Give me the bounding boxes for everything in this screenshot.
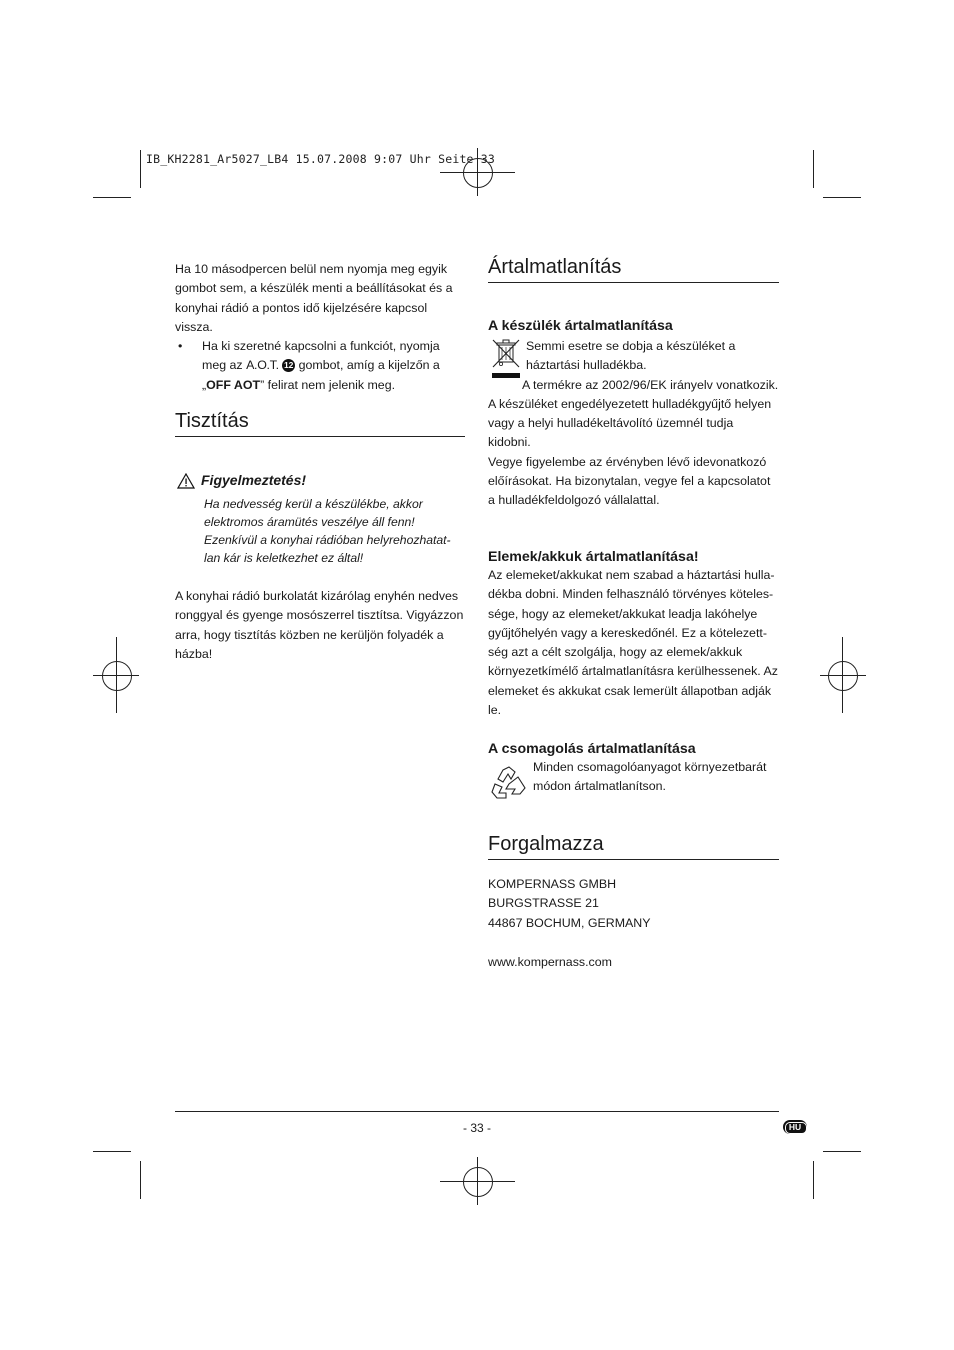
address-line-3: 44867 BOCHUM, GERMANY [488,915,651,930]
device-text-4: Vegye figyelembe az érvényben lévő idevonatkozó előírásokat. Ha bizonytalan, vegye fel a kapcsolatot a hulladékfeldolgozó vállalattal. [488,454,771,508]
warning-block [177,472,467,567]
page-number: - 33 - [462,1121,491,1135]
off-aot-label: OFF AOT [206,377,261,392]
packaging-disposal [488,740,779,797]
distributor-address [488,875,779,972]
intro-paragraph: Ha 10 másodpercen belül nem nyomja meg egyik gombot sem, a készülék menti a beállításokat és a konyhai rádió a pontos idő kijelzésére kapcsol vissza. [175,262,453,334]
website-link[interactable]: www.kompernass.com [488,954,612,969]
aot-bullet [175,337,465,395]
cleaning-section [175,408,465,437]
bullet-text-mid: gombot, amíg a kijelzőn a „ [202,358,440,392]
bullet-text-pre: Ha ki szeretné kapcsolni a funkciót, nyomja meg az [202,339,440,373]
distributor-title: Forgalmazza [488,831,779,860]
footer-rule [175,1111,779,1112]
battery-disposal-title: Elemek/akkuk ártalmatlanítása! [488,549,699,565]
warning-text: Ha nedvesség kerül a készülékbe, akkor elektromos áramütés veszélye áll fenn! Ezenkívül a konyhai rádióban helyrehozhatat-lan kár is keletkezhet ez által! [204,497,451,565]
disposal-section [488,254,779,283]
device-text-1: Semmi esetre se dobja a készüléket a háztartási hulladékba. [526,339,736,373]
bullet-symbol: • [178,339,183,354]
print-slug: IB_KH2281_Ar5027_LB4 15.07.2008 9:07 Uhr Seite 33 [146,152,496,166]
warning-triangle-icon [177,473,195,489]
battery-text: Az elemeket/akkukat nem szabad a háztartási hulla-dékba dobni. Minden felhasználó törvényes köteles-sége, hogy az elemeket/akkukat leadja lakóhelye gyűjtőhelyén vagy a kereskedőnél. Ez a kötelezett-ség azt a célt szolgálja, hogy az elemek/akkuk környezetkímélő ártalmatlanításra kerülhessenek. Az elemeket és akkukat csak lemerült állapotban adják le. [488,568,778,718]
aot-label: A.O.T. [246,358,279,373]
device-disposal-title: A készülék ártalmatlanítása [488,318,673,334]
recycle-icon [489,764,529,804]
cleaning-text: A konyhai rádió burkolatát kizárólag enyhén nedves ronggyal és gyenge mosószerrel tisztítsa. Vigyázzon arra, hogy tisztítás közben ne kerüljön folyadék a házba! [175,589,464,661]
address-line-1: KOMPERNASS GMBH [488,877,617,891]
device-disposal [488,317,779,511]
packaging-text: Minden csomagolóanyagot környezetbarát módon ártalmatlanítson. [533,760,767,794]
cleaning-title: Tisztítás [175,408,465,437]
bullet-text-post: ” felirat nem jelenik meg. [260,377,396,392]
language-badge: HU [783,1120,807,1134]
battery-disposal [488,548,779,720]
distributor-section [488,831,779,860]
address-line-2: BURGSTRASSE 21 [488,896,599,911]
left-column [175,260,465,395]
disposal-title: Ártalmatlanítás [488,254,779,283]
warning-title: Figyelmeztetés! [201,472,307,488]
device-text-3: A készüléket engedélyezetett hulladékgyűjtő helyen vagy a helyi hulladékeltávolító üzemnél tudja kidobni. [488,396,772,450]
cleaning-body [175,587,465,664]
button-number-badge: 12 [283,360,294,371]
crossed-bin-icon [490,337,522,381]
device-text-2: A termékre az 2002/96/EK irányelv vonatkozik. [522,377,779,392]
packaging-disposal-title: A csomagolás ártalmatlanítása [488,741,696,757]
